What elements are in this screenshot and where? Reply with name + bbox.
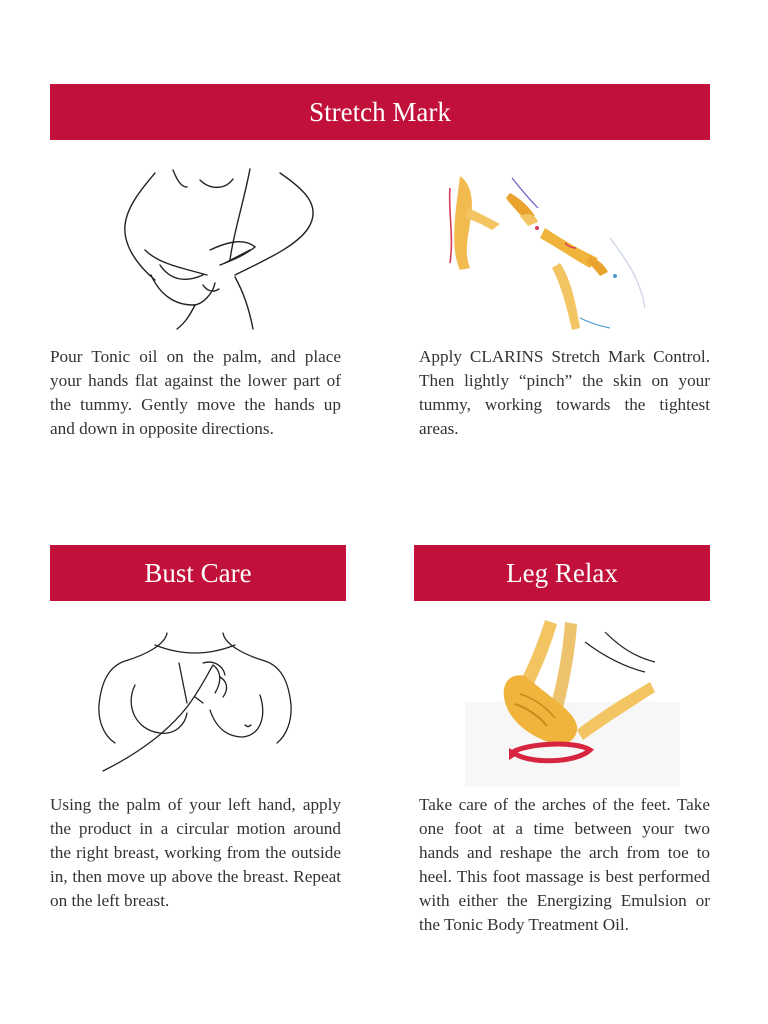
bust-care-illustration: [95, 625, 295, 775]
stretch-mark-left-text: Pour Tonic oil on the palm, and place your hands flat against the lower part of the tummy. Gently move the hands up and down in opposite directions.: [50, 347, 341, 438]
pinch-hands-illustration: [440, 168, 660, 333]
stretch-mark-right-text: Apply CLARINS Stretch Mark Control. Then lightly “pinch” the skin on your tummy, working towards the tightest areas.: [419, 347, 710, 438]
leg-relax-title: Leg Relax: [506, 557, 618, 588]
leg-relax-header: [414, 545, 710, 601]
bust-care-text: Using the palm of your left hand, apply the product in a circular motion around the right breast, working from the outside in, then move up above the breast. Repeat on the left breast.: [50, 795, 341, 910]
stretch-mark-title: Stretch Mark: [309, 96, 451, 127]
bust-care-header: [50, 545, 346, 601]
stretch-mark-header: [50, 84, 710, 140]
bust-care-title: Bust Care: [144, 557, 252, 588]
foot-massage-illustration: [465, 612, 680, 787]
tummy-massage-illustration: [115, 165, 330, 330]
leg-relax-text: Take care of the arches of the feet. Take one foot at a time between your two hands and reshape the arch from toe to heel. This foot massage is best performed with either the Energizing Emulsion or the Tonic Body Treatment Oil.: [419, 795, 710, 934]
